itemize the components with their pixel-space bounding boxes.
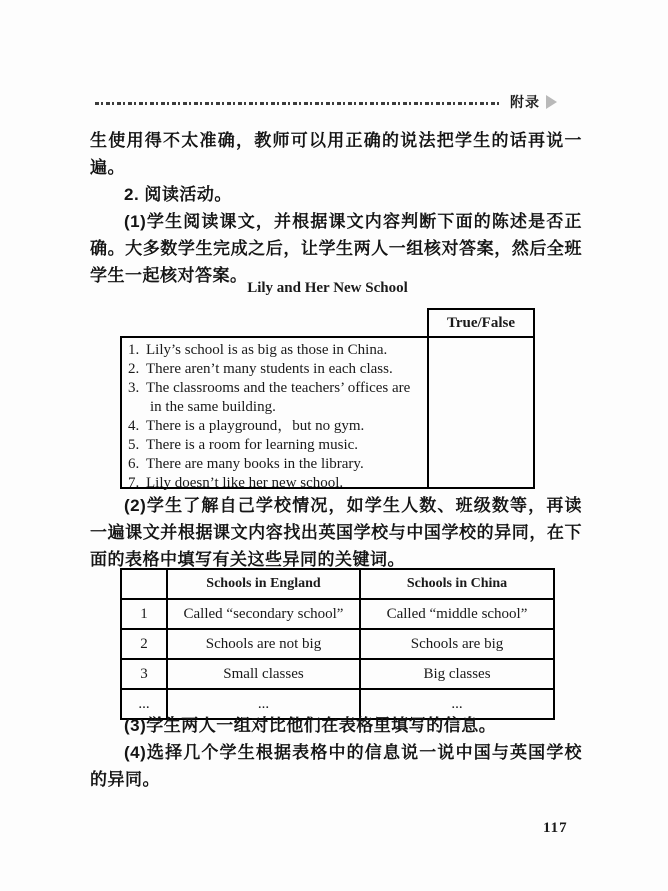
statement-number: 6. xyxy=(128,456,140,472)
table-row xyxy=(121,599,554,629)
row-index-cell: 3 xyxy=(121,659,167,689)
statement-text: There are many books in the library. xyxy=(146,456,364,472)
statement-text: Lily doesn’t like her new school. xyxy=(146,475,344,491)
header-spacer xyxy=(120,308,427,336)
row-index-cell: 1 xyxy=(121,599,167,629)
statement-text: There is a playground，but no gym. xyxy=(146,418,365,434)
statement-number: 1. xyxy=(128,342,140,358)
statement-row xyxy=(128,474,425,493)
statement-text: The classrooms and the teachers’ offices are in the same building. xyxy=(146,380,411,415)
row-index-cell: 2 xyxy=(121,629,167,659)
row-index-cell: ... xyxy=(121,689,167,719)
statement-row xyxy=(128,379,425,417)
statement-number: 2. xyxy=(128,361,140,377)
china-cell: Schools are big xyxy=(360,629,554,659)
statement-row xyxy=(128,417,425,436)
china-header-cell: Schools in China xyxy=(360,569,554,599)
statement-number: 5. xyxy=(128,437,140,453)
statements-cell xyxy=(122,338,429,491)
paragraph-step-2: (2)学生了解自己学校情况，如学生人数、班级数等，再读一遍课文并根据课文内容找出英国学校与中国学校的异同，在下面的表格中填写有关这些异同的关键词。 xyxy=(90,496,582,569)
true-false-header-cell: True/False xyxy=(427,308,535,336)
paragraph-step-4: (4)选择几个学生根据表格中的信息说一说中国与英国学校的异同。 xyxy=(90,743,582,789)
statement-text: There is a room for learning music. xyxy=(146,437,359,453)
statement-row xyxy=(128,436,425,455)
statement-row xyxy=(128,455,425,474)
table-row xyxy=(121,629,554,659)
statement-text: Lily’s school is as big as those in China. xyxy=(146,342,388,358)
page-number: 117 xyxy=(543,820,568,836)
table-header-row xyxy=(121,569,554,599)
statement-row xyxy=(128,341,425,360)
table-row xyxy=(121,659,554,689)
statement-row xyxy=(128,360,425,379)
dotted-rule xyxy=(95,102,502,105)
reading-table-title: Lily and Her New School xyxy=(247,280,408,296)
england-cell: Schools are not big xyxy=(167,629,360,659)
england-cell: ... xyxy=(167,689,360,719)
true-false-table xyxy=(120,308,535,489)
paragraph-reading-activity-heading: 2. 阅读活动。 xyxy=(124,185,232,204)
england-cell: Called “secondary school” xyxy=(167,599,360,629)
paragraph-step-3: (3)学生两人一组对比他们在表格里填写的信息。 xyxy=(124,716,497,735)
true-false-table-body xyxy=(120,336,535,489)
answers-blank-cell xyxy=(429,338,533,487)
china-cell: Big classes xyxy=(360,659,554,689)
statement-number: 4. xyxy=(128,418,140,434)
china-cell: Called “middle school” xyxy=(360,599,554,629)
right-triangle-icon xyxy=(546,95,557,109)
index-header-cell xyxy=(121,569,167,599)
appendix-label: 附录 xyxy=(510,94,540,110)
true-false-table-header-row xyxy=(120,308,535,336)
paragraph-continuation: 生使用得不太准确，教师可以用正确的说法把学生的话再说一遍。 xyxy=(90,131,582,177)
paragraph-step-1: (1)学生阅读课文，并根据课文内容判断下面的陈述是否正确。大多数学生完成之后，让学生两人一组核对答案，然后全班学生一起核对答案。 xyxy=(90,212,582,285)
statement-number: 7. xyxy=(128,475,140,491)
statement-number: 3. xyxy=(128,380,140,396)
england-cell: Small classes xyxy=(167,659,360,689)
england-header-cell: Schools in England xyxy=(167,569,360,599)
china-cell: ... xyxy=(360,689,554,719)
running-head xyxy=(95,94,557,110)
schools-comparison-table xyxy=(120,568,555,720)
statement-text: There aren’t many students in each class. xyxy=(146,361,393,377)
